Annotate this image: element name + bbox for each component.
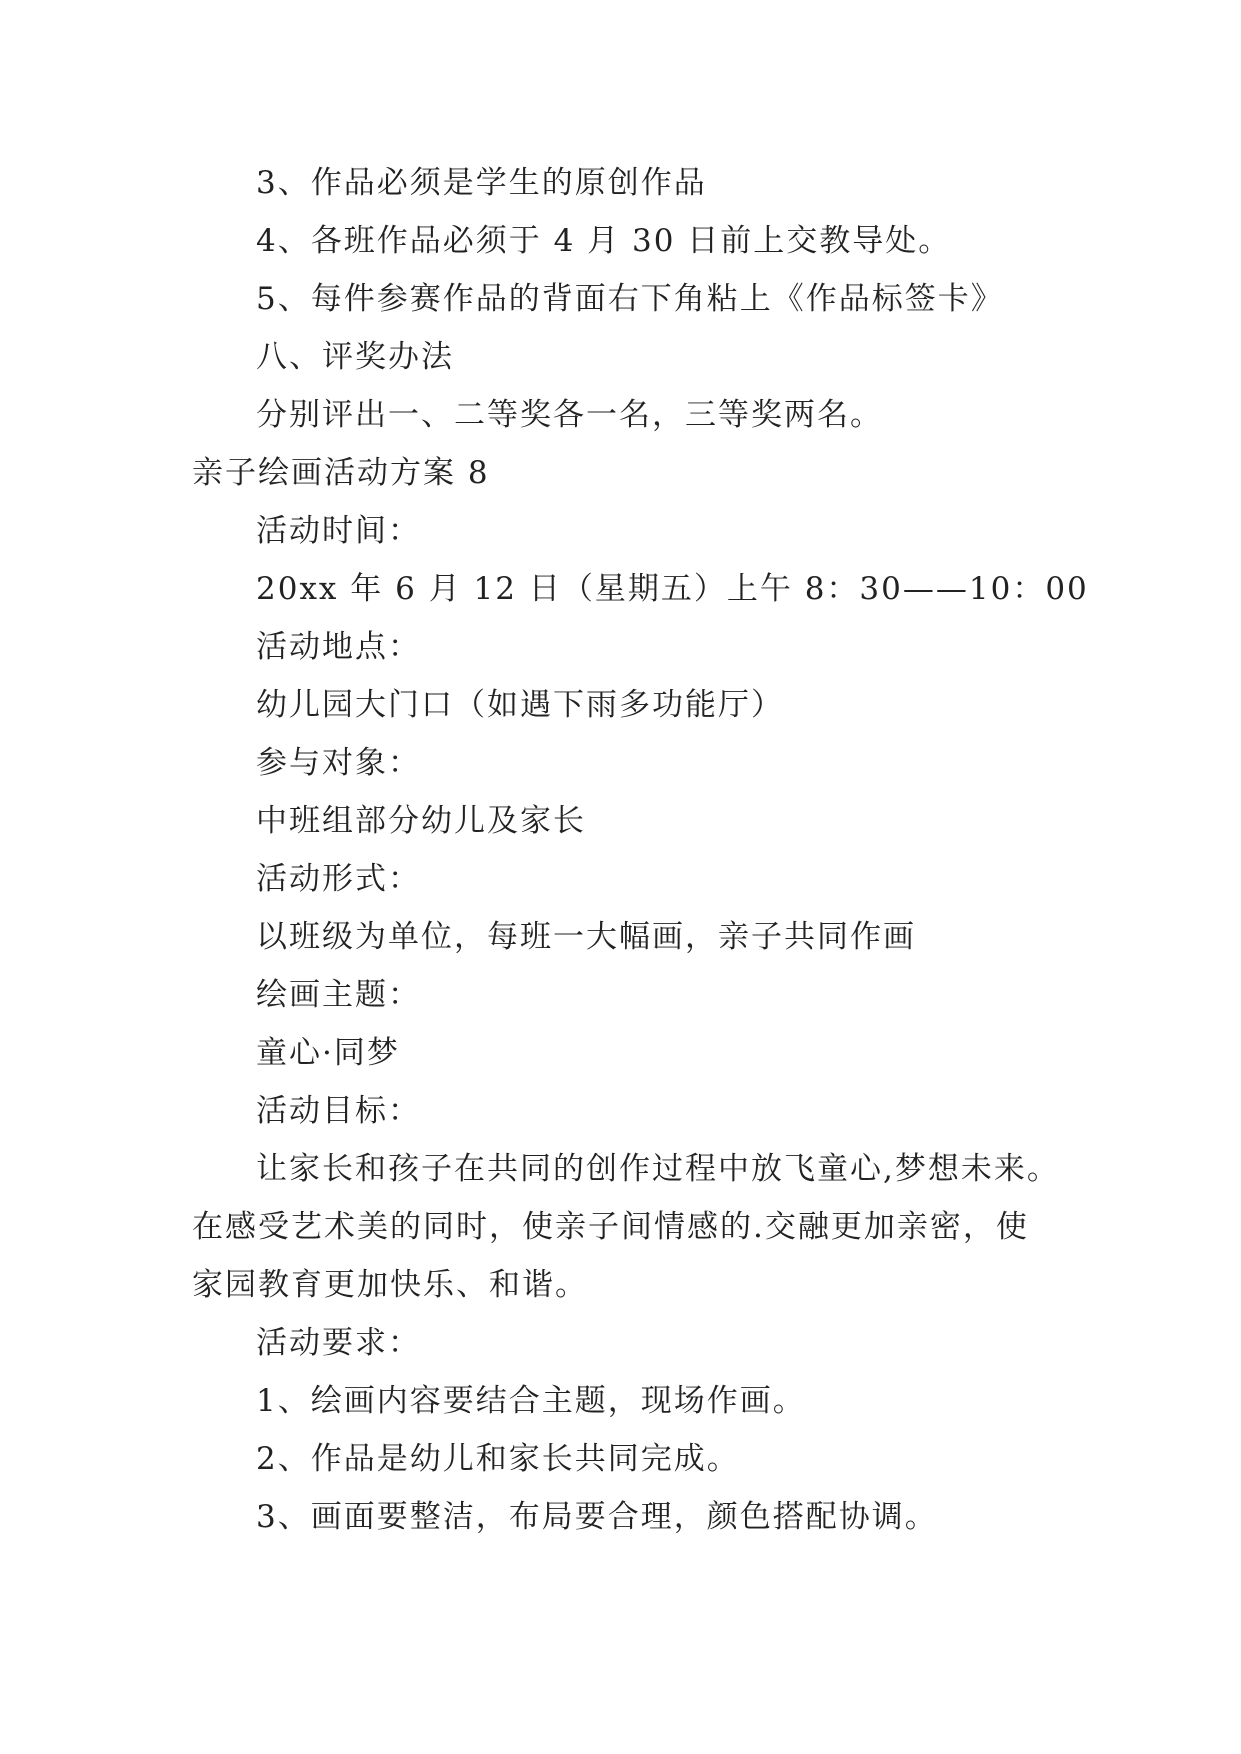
painting-theme-value: 童心·同梦 [256, 1035, 400, 1071]
activity-time-label: 活动时间： [256, 513, 421, 549]
requirement-item-3: 3、作品必须是学生的原创作品 [256, 165, 707, 201]
activity-location-label: 活动地点： [256, 629, 421, 665]
activity-goal-line-2: 在感受艺术美的同时，使亲子间情感的.交融更加亲密，使 [192, 1209, 1029, 1245]
activity-requirement-1: 1、绘画内容要结合主题，现场作画。 [256, 1383, 806, 1419]
activity-goal-label: 活动目标： [256, 1093, 421, 1129]
activity-format-value: 以班级为单位，每班一大幅画，亲子共同作画 [256, 919, 916, 955]
plan-title: 亲子绘画活动方案 8 [192, 455, 490, 491]
painting-theme-label: 绘画主题： [256, 977, 421, 1013]
activity-requirement-3: 3、画面要整洁，布局要合理，颜色搭配协调。 [256, 1499, 938, 1535]
section-heading-award-method: 八、评奖办法 [256, 339, 454, 375]
participants-value: 中班组部分幼儿及家长 [256, 803, 586, 839]
requirement-item-5: 5、每件参赛作品的背面右下角粘上《作品标签卡》 [256, 281, 1004, 317]
activity-goal-line-3: 家园教育更加快乐、和谐。 [192, 1267, 588, 1303]
activity-goal-line-1: 让家长和孩子在共同的创作过程中放飞童心,梦想未来。 [256, 1151, 1060, 1187]
participants-label: 参与对象： [256, 745, 421, 781]
activity-time-value: 20xx 年 6 月 12 日（星期五）上午 8：30——10：00 [256, 571, 1089, 607]
activity-format-label: 活动形式： [256, 861, 421, 897]
activity-requirements-label: 活动要求： [256, 1325, 421, 1361]
activity-requirement-2: 2、作品是幼儿和家长共同完成。 [256, 1441, 740, 1477]
requirement-item-4: 4、各班作品必须于 4 月 30 日前上交教导处。 [256, 223, 952, 259]
activity-location-value: 幼儿园大门口（如遇下雨多功能厅） [256, 687, 784, 723]
award-description: 分别评出一、二等奖各一名，三等奖两名。 [256, 397, 883, 433]
